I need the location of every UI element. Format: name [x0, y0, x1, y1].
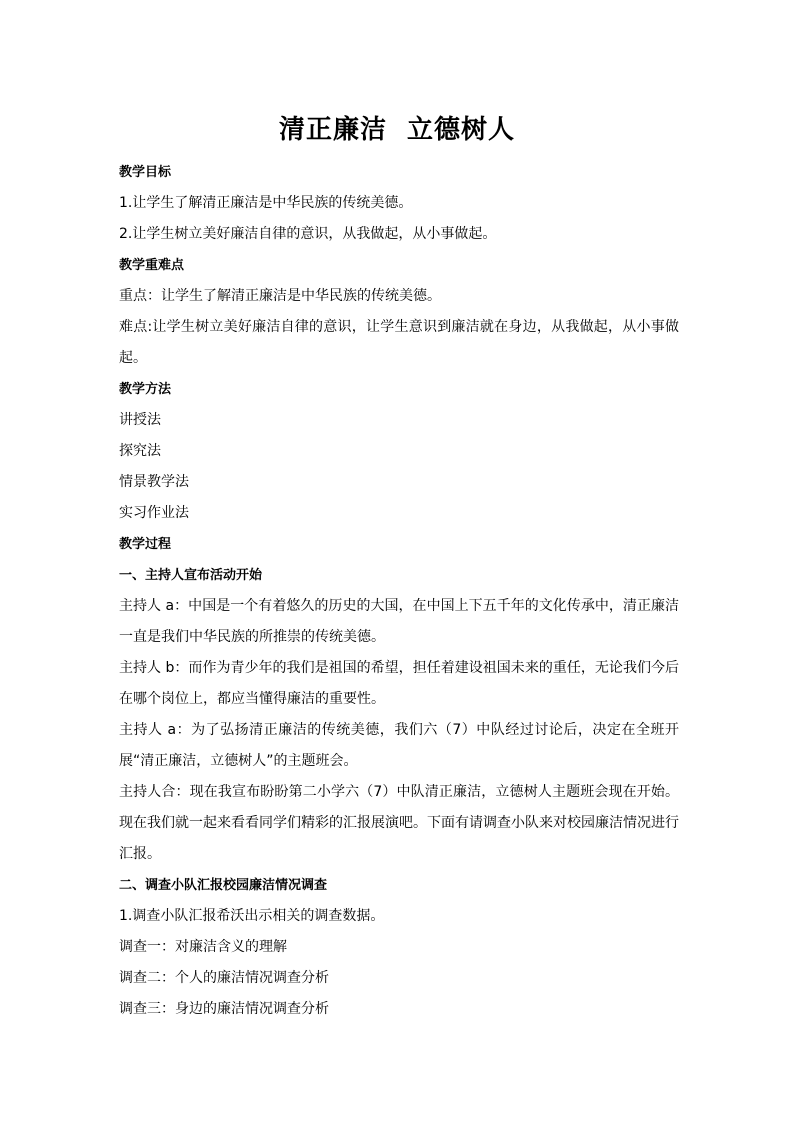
- body-paragraph: 调查三：身边的廉洁情况调查分析: [119, 1001, 329, 1017]
- body-paragraph: 情景教学法: [119, 474, 189, 490]
- section-heading: 一、主持人宣布活动开始: [119, 568, 263, 583]
- body-paragraph: 主持人 a：中国是一个有着悠久的历史的大国，在中国上下五千年的文化传承中，清正廉洁一直是我们中华民族的所推崇的传统美德。: [119, 598, 679, 645]
- body-paragraph: 实习作业法: [119, 505, 189, 521]
- section-heading: 教学方法: [119, 382, 172, 397]
- body-paragraph: 调查一：对廉洁含义的理解: [119, 939, 287, 955]
- document-title: 清正廉洁 立德树人: [278, 115, 516, 145]
- body-paragraph: 2.让学生树立美好廉洁自律的意识，从我做起，从小事做起。: [119, 226, 497, 242]
- body-paragraph: 重点：让学生了解清正廉洁是中华民族的传统美德。: [119, 288, 441, 304]
- body-paragraph: 探究法: [119, 443, 161, 459]
- body-paragraph: 主持人 a：为了弘扬清正廉洁的传统美德，我们六（7）中队经过讨论后，决定在全班开展“清正廉洁，立德树人”的主题班会。: [119, 722, 679, 769]
- body-paragraph: 难点:让学生树立美好廉洁自律的意识，让学生意识到廉洁就在身边，从我做起，从小事做起。: [119, 319, 679, 366]
- body-paragraph: 1.让学生了解清正廉洁是中华民族的传统美德。: [119, 195, 413, 211]
- section-heading: 教学重难点: [119, 258, 185, 273]
- body-paragraph: 讲授法: [119, 412, 161, 428]
- document-body: [119, 157, 679, 1025]
- section-heading: 教学过程: [119, 537, 172, 552]
- section-heading: 教学目标: [119, 165, 172, 180]
- body-paragraph: 主持人 b：而作为青少年的我们是祖国的希望，担任着建设祖国未来的重任，无论我们今后在哪个岗位上，都应当懂得廉洁的重要性。: [119, 660, 679, 707]
- body-paragraph: 1.调查小队汇报希沃出示相关的调查数据。: [119, 908, 385, 924]
- body-paragraph: 调查二：个人的廉洁情况调查分析: [119, 970, 329, 986]
- section-heading: 二、调查小队汇报校园廉洁情况调查: [119, 878, 328, 893]
- body-paragraph: 主持人合：现在我宣布盼盼第二小学六（7）中队清正廉洁，立德树人主题班会现在开始。现在我们就一起来看看同学们精彩的汇报展演吧。下面有请调查小队来对校园廉洁情况进行汇报。: [119, 784, 679, 862]
